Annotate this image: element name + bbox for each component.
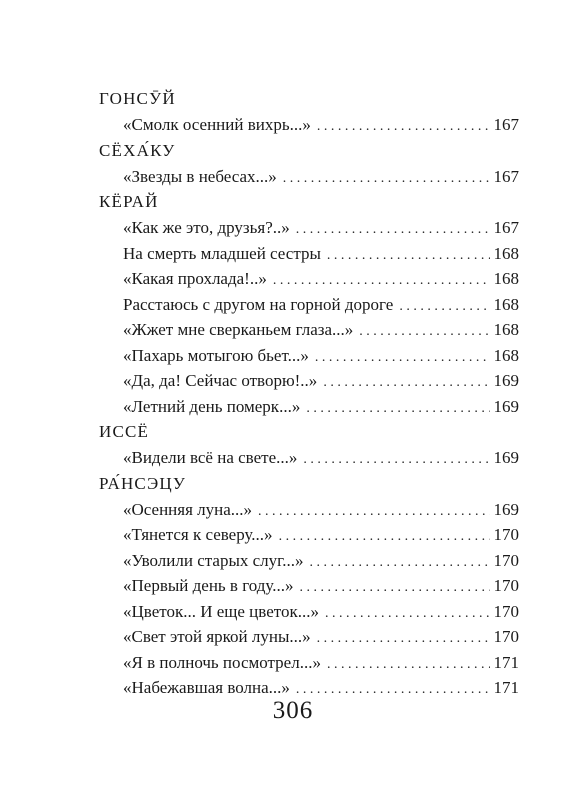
author-heading: ИССЁ [99,422,150,441]
dot-leader [296,217,490,243]
author-heading: СЁХА́КУ [99,140,176,160]
entry-page: 170 [493,576,519,595]
toc-entry [99,599,519,625]
entry-title: «Звезды в небесах...» [123,166,277,186]
entry-title: «Я в полночь посмотрел...» [123,652,321,672]
entry-page: 170 [493,525,519,544]
toc-entry [99,394,519,420]
entry-title: «Пахарь мотыгою бьет...» [123,345,309,365]
entry-page: 168 [493,294,519,314]
toc-section [99,419,519,471]
dot-leader [327,652,490,678]
toc-section [99,86,519,138]
entry-page: 168 [493,269,519,288]
toc-entry [99,215,519,241]
entry-title: «Как же это, друзья?..» [123,218,290,237]
toc-entry [99,522,519,548]
dot-leader [299,575,489,601]
author-heading: КЁРАЙ [99,192,159,211]
entry-page: 168 [493,243,519,263]
dot-leader [327,243,490,269]
entry-title: «Осенняя луна...» [123,499,253,519]
entry-page: 169 [493,448,519,467]
entry-page: 171 [493,678,519,697]
entry-page: 169 [493,499,519,519]
toc-entry [99,241,519,267]
dot-leader [258,499,489,525]
toc-entry [99,497,519,523]
entry-title: «Цветок... И еще цветок...» [123,601,319,621]
toc-section [99,138,519,190]
entry-page: 167 [493,218,519,237]
entry-title: «Свет этой яркой луны...» [123,627,311,646]
toc-section [99,189,519,419]
entry-page: 170 [493,601,519,621]
page-number: 306 [272,697,314,724]
entry-title: «Летний день померк...» [123,396,301,416]
toc-entry [99,650,519,676]
toc-entry [99,548,519,574]
entry-title: «Жжет мне сверканьем глаза...» [123,320,354,339]
entry-page: 170 [493,550,519,570]
entry-title: «Тянется к северу...» [123,525,273,544]
dot-leader [315,345,490,371]
dot-leader [325,601,490,627]
toc-entry [99,317,519,343]
entry-title: «Первый день в году...» [123,576,294,595]
toc-entry [99,368,519,394]
entry-page: 168 [493,320,519,339]
dot-leader [399,294,489,320]
toc-entry [99,445,519,471]
entry-page: 168 [493,345,519,365]
toc-entry [99,292,519,318]
dot-leader [279,524,490,550]
dot-leader [359,319,489,345]
entry-title: «Да, да! Сейчас отворю!..» [123,371,318,390]
entry-page: 169 [493,371,519,390]
dot-leader [273,268,490,294]
toc-entry [99,112,519,138]
dot-leader [309,550,489,576]
dot-leader [317,626,490,652]
entry-page: 167 [493,166,519,186]
entry-page: 167 [493,115,519,134]
toc-section [99,471,519,701]
toc-entry [99,266,519,292]
entry-title: На смерть младшей сестры [123,243,321,263]
entry-page: 170 [493,627,519,646]
author-heading: РА́НСЭЦУ [99,473,187,493]
entry-title: «Уволили старых слуг...» [123,550,304,570]
toc-entry [99,624,519,650]
dot-leader [317,114,490,140]
toc-entry [99,573,519,599]
entry-title: «Набежавшая волна...» [123,678,290,697]
entry-title: Расстаюсь с другом на горной дороге [123,294,394,314]
toc-entry [99,164,519,190]
entry-title: «Смолк осенний вихрь...» [123,115,311,134]
dot-leader [283,166,490,192]
entry-title: «Видели всё на свете...» [123,448,298,467]
author-heading: ГОНСӮЙ [99,89,176,108]
entry-page: 171 [493,652,519,672]
entry-title: «Какая прохлада!..» [123,269,267,288]
entry-page: 169 [493,396,519,416]
toc-entry [99,343,519,369]
dot-leader [323,370,489,396]
dot-leader [306,396,489,422]
table-of-contents [99,86,519,701]
dot-leader [303,447,489,473]
